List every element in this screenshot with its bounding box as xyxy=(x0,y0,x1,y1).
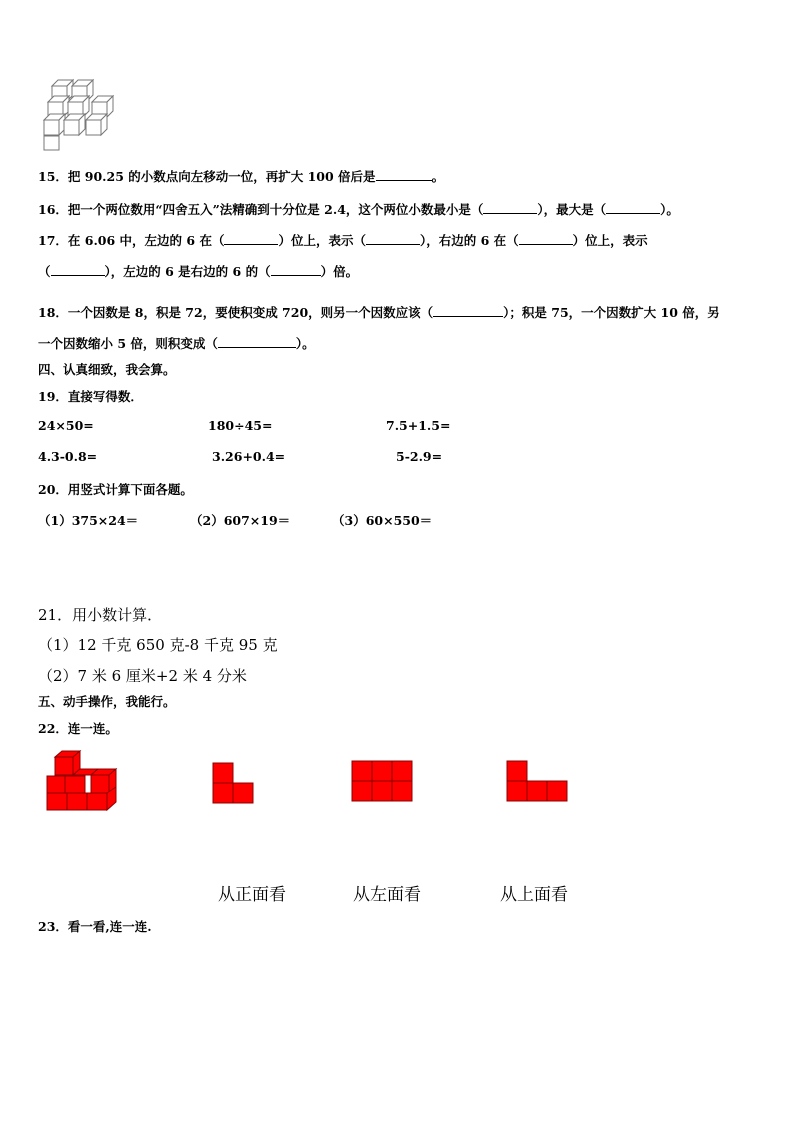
question-number: 15． xyxy=(38,169,68,184)
question-text: 把 90.25 的小数点向左移动一位，再扩大 100 倍后是 xyxy=(67,169,376,184)
question-17-line-1 xyxy=(38,231,648,249)
answer-blank[interactable] xyxy=(483,203,537,214)
question-16 xyxy=(38,200,679,218)
question-text: ）。 xyxy=(295,336,315,351)
section-5-heading: 五、动手操作，我能行。 xyxy=(38,694,176,709)
caption-top-view: 从上面看 xyxy=(500,885,568,905)
question-text: ）倍。 xyxy=(320,264,359,279)
calc-item: 24×50= xyxy=(38,418,94,433)
question-text: 。 xyxy=(431,169,445,184)
answer-blank[interactable] xyxy=(519,234,573,245)
question-text: ）；积是 75，一个因数扩大 10 倍，另 xyxy=(503,305,720,320)
decimal-calc-item: （2）7 米 6 厘米+2 米 4 分米 xyxy=(38,667,247,685)
question-15 xyxy=(38,167,444,185)
cube-stack-figure xyxy=(40,78,120,153)
question-19-title: 19．直接写得数． xyxy=(38,389,143,404)
answer-blank[interactable] xyxy=(433,306,503,317)
question-20-title: 20．用竖式计算下面各题。 xyxy=(38,482,193,497)
question-text: ）位上，表示 xyxy=(572,233,648,248)
calc-item: 4.3-0.8= xyxy=(38,449,98,464)
calc-item: 5-2.9= xyxy=(396,449,443,464)
question-text: 一个因数缩小 5 倍，则积变成（ xyxy=(38,336,218,351)
vertical-calc-item: （1）375×24＝ xyxy=(38,513,139,528)
question-text: ）。 xyxy=(660,202,679,217)
l-shape-view[interactable] xyxy=(212,762,256,806)
question-number: 16． xyxy=(38,202,68,217)
decimal-calc-item: （1）12 千克 650 克-8 千克 95 克 xyxy=(38,636,278,654)
answer-blank[interactable] xyxy=(366,234,420,245)
vertical-calc-item: （3）60×550＝ xyxy=(332,513,433,528)
caption-front-view: 从正面看 xyxy=(218,885,286,905)
red-cube-solid-figure[interactable] xyxy=(45,750,127,812)
calc-item: 3.26+0.4= xyxy=(212,449,286,464)
question-text: 在 6.06 中，左边的 6 在（ xyxy=(67,233,225,248)
question-18-line-2 xyxy=(38,334,315,352)
question-number: 18． xyxy=(38,305,68,320)
calc-item: 180÷45= xyxy=(208,418,273,433)
answer-blank[interactable] xyxy=(606,203,660,214)
long-l-view[interactable] xyxy=(506,760,570,804)
answer-blank[interactable] xyxy=(224,234,278,245)
question-text: 一个因数是 8，积是 72，要使积变成 720，则另一个因数应该（ xyxy=(67,305,434,320)
question-text: （ xyxy=(38,264,51,279)
vertical-calc-item: （2）607×19＝ xyxy=(190,513,291,528)
question-text: ），左边的 6 是右边的 6 的（ xyxy=(104,264,271,279)
question-22-title: 22．连一连。 xyxy=(38,721,118,736)
question-number: 17． xyxy=(38,233,68,248)
answer-blank[interactable] xyxy=(51,265,105,276)
question-23-title: 23．看一看,连一连. xyxy=(38,919,152,934)
answer-blank[interactable] xyxy=(376,170,432,181)
answer-blank[interactable] xyxy=(218,337,296,348)
answer-blank[interactable] xyxy=(271,265,321,276)
question-text: ），最大是（ xyxy=(537,202,607,217)
question-17-line-2 xyxy=(38,262,358,280)
grid-view[interactable] xyxy=(351,760,413,804)
section-4-heading: 四、认真细致，我会算。 xyxy=(38,362,176,377)
question-18-line-1 xyxy=(38,303,720,321)
caption-left-view: 从左面看 xyxy=(353,885,421,905)
question-text: ），右边的 6 在（ xyxy=(419,233,519,248)
calc-item: 7.5+1.5= xyxy=(386,418,451,433)
question-text: ）位上，表示（ xyxy=(278,233,366,248)
question-21-title: 21．用小数计算． xyxy=(38,606,163,624)
question-text: 把一个两位数用“四舍五入”法精确到十分位是 2.4，这个两位小数最小是（ xyxy=(67,202,484,217)
